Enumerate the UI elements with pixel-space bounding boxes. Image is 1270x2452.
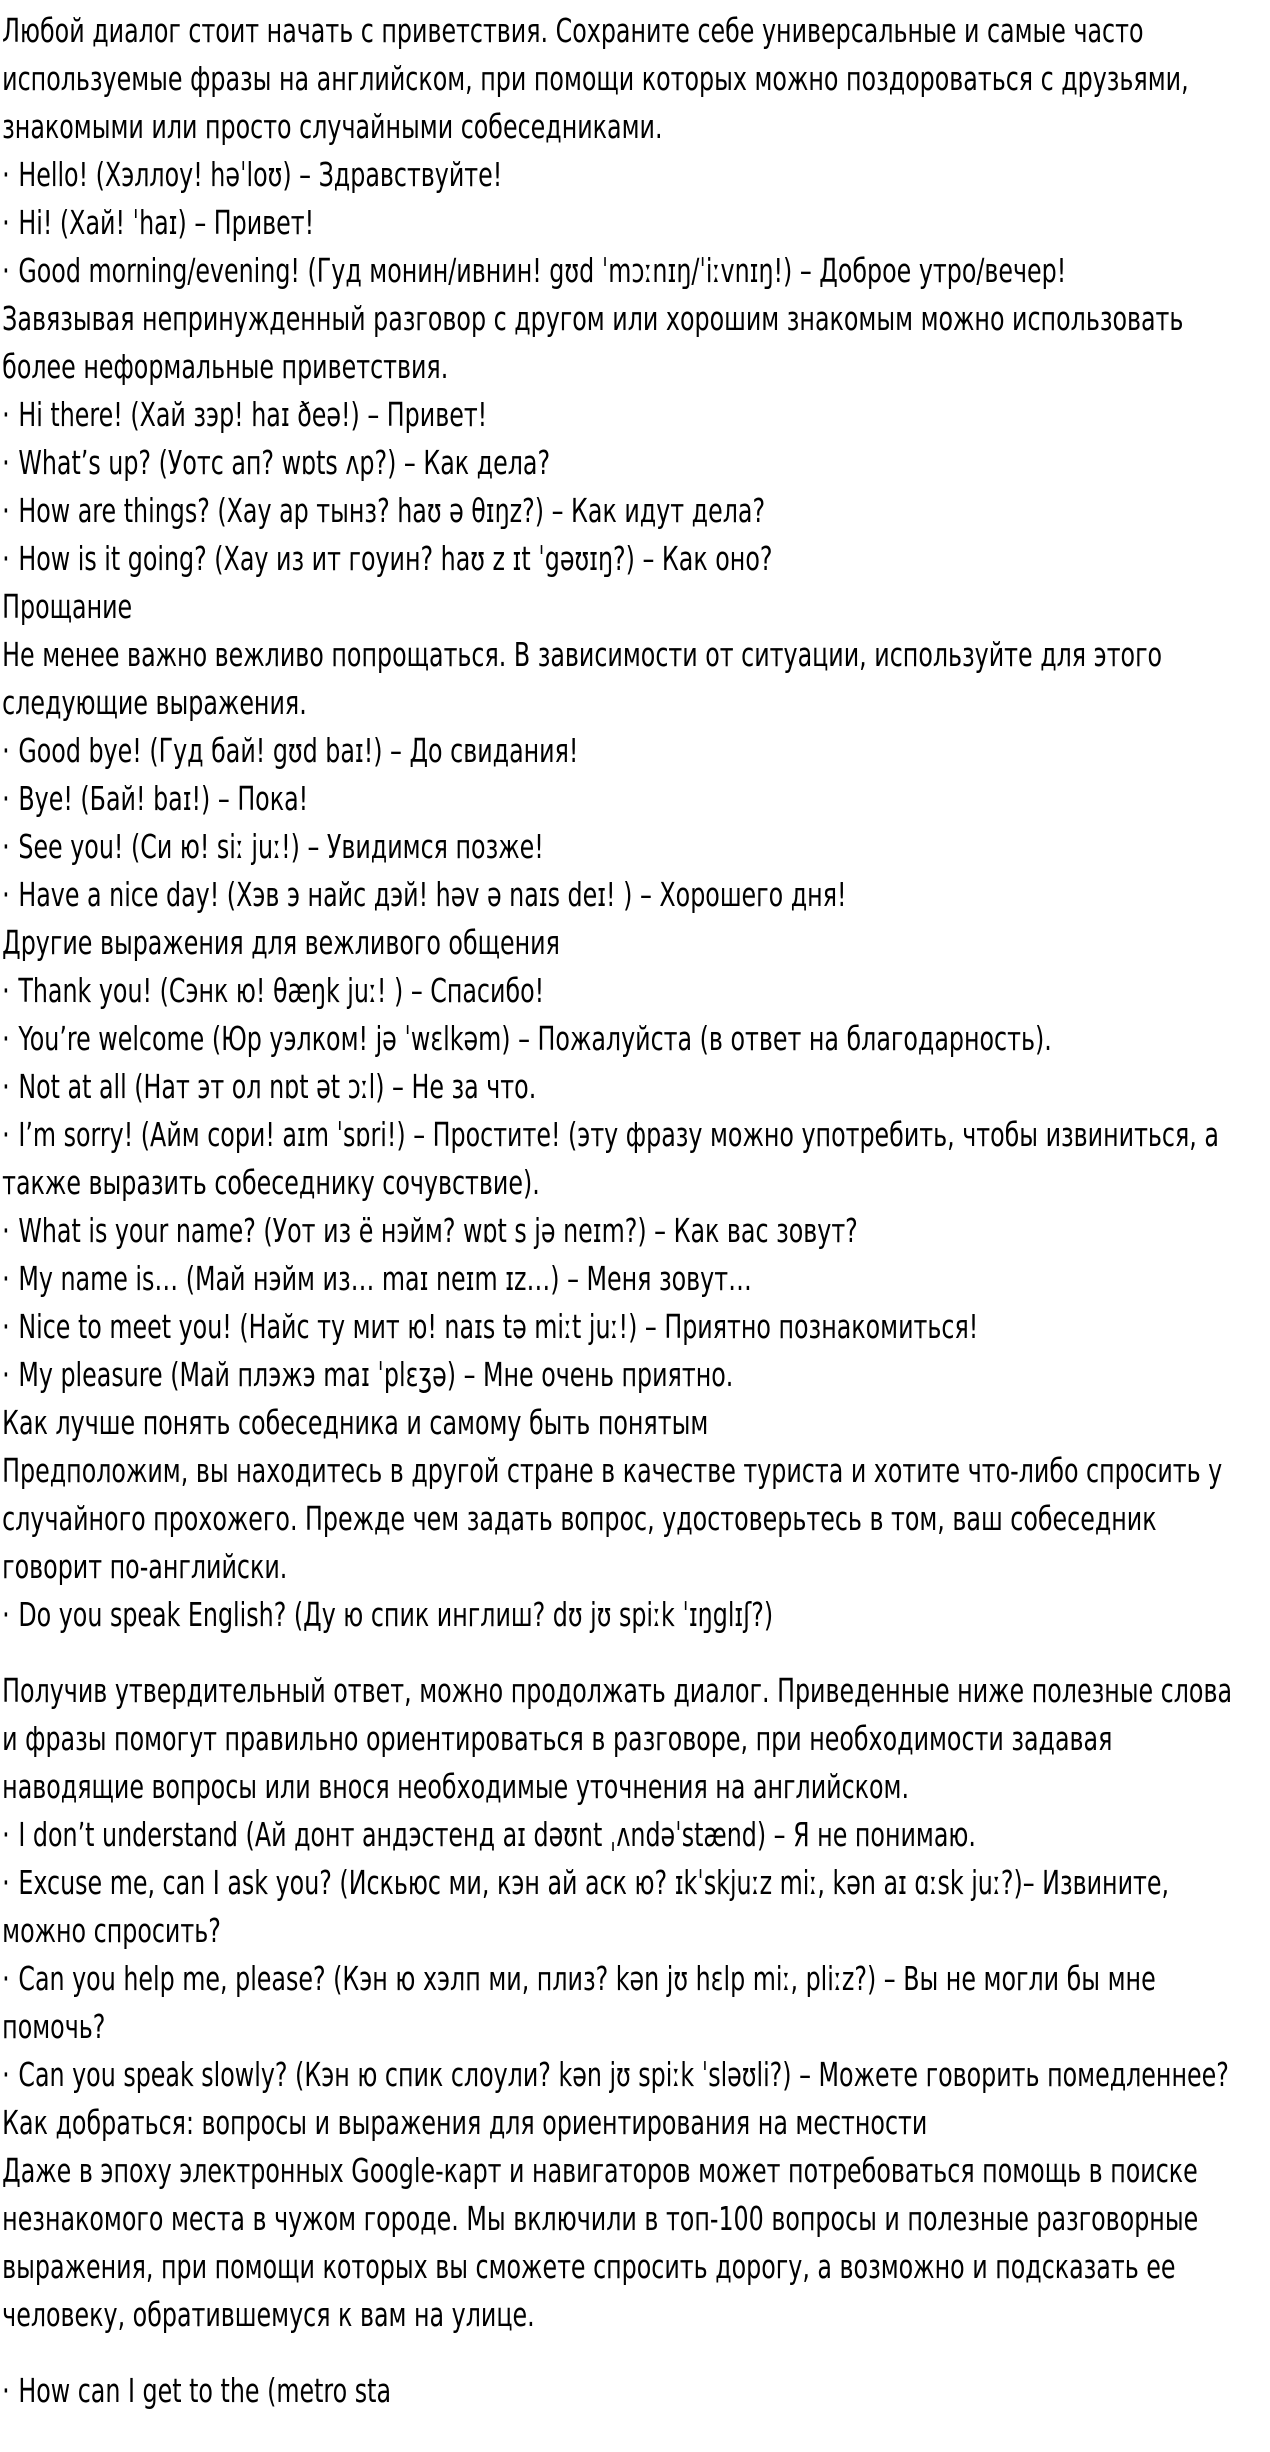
paragraph: Не менее важно вежливо попрощаться. В зависимости от ситуации, используйте для этого следующие выражения.	[2, 635, 1163, 722]
bullet-text: Have a nice day! (Хэв э найс дэй! həv ə naɪs deɪ! ) – Хорошего дня!	[18, 875, 847, 914]
bullet-text: Bye! (Бай! baɪ!) – Пока!	[18, 779, 309, 818]
bullet-item	[2, 487, 1245, 535]
bullet-text: How are things? (Хау ар тынз? haʊ ə θɪŋz?) – Как идут дела?	[18, 491, 766, 530]
bullet-text: How is it going? (Хау из ит гоуин? haʊ z ɪt ˈgəʊɪŋ?) – Как оно?	[18, 539, 773, 578]
bullet-item	[2, 871, 1245, 919]
section-heading: Как лучше понять собеседника и самому быть понятым	[2, 1403, 709, 1442]
bullet-text: My name is… (Май нэйм из… maɪ neɪm ɪz…) – Меня зовут…	[18, 1259, 752, 1298]
section-heading: Прощание	[2, 587, 133, 626]
bullet-item	[2, 727, 1245, 775]
bullet-text: I’m sorry! (Айм сори! aɪm ˈsɒri!) – Простите! (эту фразу можно употребить, чтобы извиниться, а также выразить собеседнику сочувствие).	[2, 1115, 1219, 1202]
bullet-text: How can I get to the (metro sta	[18, 2371, 392, 2410]
bullet-marker-icon: ·	[2, 395, 10, 434]
bullet-text: Hello! (Хэллоу! həˈloʊ) – Здравствуйте!	[18, 155, 503, 194]
bullet-item	[2, 2367, 1245, 2415]
bullet-text: Hi there! (Хай зэр! haɪ ðeə!) – Привет!	[18, 395, 488, 434]
bullet-text: I don’t understand (Ай донт андэстенд aɪ dəʊnt ˌʌndəˈstænd) – Я не понимаю.	[18, 1815, 976, 1854]
paragraph: Предположим, вы находитесь в другой стране в качестве туриста и хотите что-либо спросить у случайного прохожего. Прежде чем задать вопрос, удостоверьтесь в том, ваш собеседник говорит по-английски.	[2, 1451, 1223, 1586]
paragraph: Получив утвердительный ответ, можно продолжать диалог. Приведенные ниже полезные слова и фразы помогут правильно ориентироваться в разговоре, при необходимости задавая наводящие вопросы или внося необходимые уточнения на английском.	[2, 1671, 1233, 1806]
bullet-marker-icon: ·	[2, 1259, 10, 1298]
bullet-item	[2, 775, 1245, 823]
bullet-item	[2, 1207, 1245, 1255]
bullet-marker-icon: ·	[2, 875, 10, 914]
section-heading: Другие выражения для вежливого общения	[2, 923, 560, 962]
bullet-marker-icon: ·	[2, 203, 10, 242]
bullet-marker-icon: ·	[2, 2055, 10, 2094]
bullet-marker-icon: ·	[2, 1067, 10, 1106]
bullet-text: Good morning/evening! (Гуд монин/ивнин! gʊd ˈmɔːnɪŋ/ˈiːvnɪŋ!) – Доброе утро/вечер!	[18, 251, 1067, 290]
bullet-marker-icon: ·	[2, 251, 10, 290]
bullet-text: Do you speak English? (Ду ю спик инглиш? dʊ jʊ spiːk ˈɪŋglɪʃ?)	[18, 1595, 774, 1634]
bullet-text: Can you help me, please? (Кэн ю хэлп ми, плиз? kən jʊ hɛlp miː, pliːz?) – Вы не могли бы мне помочь?	[2, 1959, 1156, 2046]
bullet-item	[2, 1351, 1245, 1399]
bullet-text: Nice to meet you! (Найс ту мит ю! naɪs tə miːt juː!) – Приятно познакомиться!	[18, 1307, 979, 1346]
bullet-item	[2, 967, 1245, 1015]
paragraph: Завязывая непринужденный разговор с другом или хорошим знакомым можно использовать более неформальные приветствия.	[2, 299, 1184, 386]
bullet-item	[2, 151, 1245, 199]
bullet-item	[2, 1255, 1245, 1303]
bullet-marker-icon: ·	[2, 1815, 10, 1854]
bullet-text: Hi! (Хай! ˈhaɪ) – Привет!	[18, 203, 315, 242]
bullet-text: Not at all (Нат эт ол nɒt ət ɔːl) – Не за что.	[18, 1067, 537, 1106]
bullet-text: See you! (Си ю! siː juː!) – Увидимся позже!	[18, 827, 544, 866]
bullet-item	[2, 535, 1245, 583]
bullet-text: Excuse me, can I ask you? (Искьюс ми, кэн ай аск ю? ɪkˈskjuːz miː, kən aɪ ɑːsk juː?)– Извините, можно спросить?	[2, 1863, 1170, 1950]
bullet-marker-icon: ·	[2, 2371, 10, 2410]
paragraph: Любой диалог стоит начать с приветствия. Сохраните себе универсальные и самые часто используемые фразы на английском, при помощи которых можно поздороваться с друзьями, знакомыми или просто случайными собеседниками.	[2, 11, 1189, 146]
bullet-marker-icon: ·	[2, 1307, 10, 1346]
bullet-text: Thank you! (Сэнк ю! θæŋk juː! ) – Спасибо!	[18, 971, 545, 1010]
bullet-marker-icon: ·	[2, 539, 10, 578]
bullet-marker-icon: ·	[2, 1115, 10, 1154]
bullet-marker-icon: ·	[2, 1595, 10, 1634]
bullet-text: My pleasure (Май плэжэ maɪ ˈplɛʒə) – Мне очень приятно.	[18, 1355, 734, 1394]
bullet-marker-icon: ·	[2, 779, 10, 818]
bullet-marker-icon: ·	[2, 155, 10, 194]
bullet-item	[2, 823, 1245, 871]
bullet-item	[2, 199, 1245, 247]
bullet-marker-icon: ·	[2, 1019, 10, 1058]
bullet-marker-icon: ·	[2, 491, 10, 530]
bullet-marker-icon: ·	[2, 1863, 10, 1902]
bullet-text: What is your name? (Уот из ё нэйм? wɒt s jə neɪm?) – Как вас зовут?	[18, 1211, 858, 1250]
bullet-item	[2, 1859, 1245, 1955]
bullet-item	[2, 1591, 1245, 1639]
section-heading: Как добраться: вопросы и выражения для ориентирования на местности	[2, 2103, 928, 2142]
bullet-marker-icon: ·	[2, 971, 10, 1010]
bullet-marker-icon: ·	[2, 1959, 10, 1998]
bullet-item	[2, 2051, 1245, 2099]
paragraph: Даже в эпоху электронных Google-карт и навигаторов может потребоваться помощь в поиске незнакомого места в чужом городе. Мы включили в топ-100 вопросы и полезные разговорные выражения, при помощи которых вы сможете спросить дорогу, а возможно и подсказать ее человеку, обратившемуся к вам на улице.	[2, 2151, 1199, 2334]
bullet-item	[2, 391, 1245, 439]
bullet-item	[2, 1955, 1245, 2051]
bullet-marker-icon: ·	[2, 731, 10, 770]
bullet-text: You’re welcome (Юр уэлком! jə ˈwɛlkəm) – Пожалуйста (в ответ на благодарность).	[18, 1019, 1052, 1058]
bullet-item	[2, 439, 1245, 487]
bullet-item	[2, 1063, 1245, 1111]
bullet-text: What’s up? (Уотс ап? wɒts ʌp?) – Как дела?	[18, 443, 551, 482]
bullet-marker-icon: ·	[2, 443, 10, 482]
bullet-item	[2, 1811, 1245, 1859]
bullet-text: Good bye! (Гуд бай! gʊd baɪ!) – До свидания!	[18, 731, 579, 770]
bullet-marker-icon: ·	[2, 1211, 10, 1250]
bullet-item	[2, 1303, 1245, 1351]
bullet-item	[2, 1015, 1245, 1063]
bullet-item	[2, 1111, 1245, 1207]
bullet-marker-icon: ·	[2, 827, 10, 866]
bullet-marker-icon: ·	[2, 1355, 10, 1394]
bullet-item	[2, 247, 1245, 295]
bullet-text: Can you speak slowly? (Кэн ю спик слоули? kən jʊ spiːk ˈsləʊli?) – Можете говорить помедленнее?	[18, 2055, 1229, 2094]
